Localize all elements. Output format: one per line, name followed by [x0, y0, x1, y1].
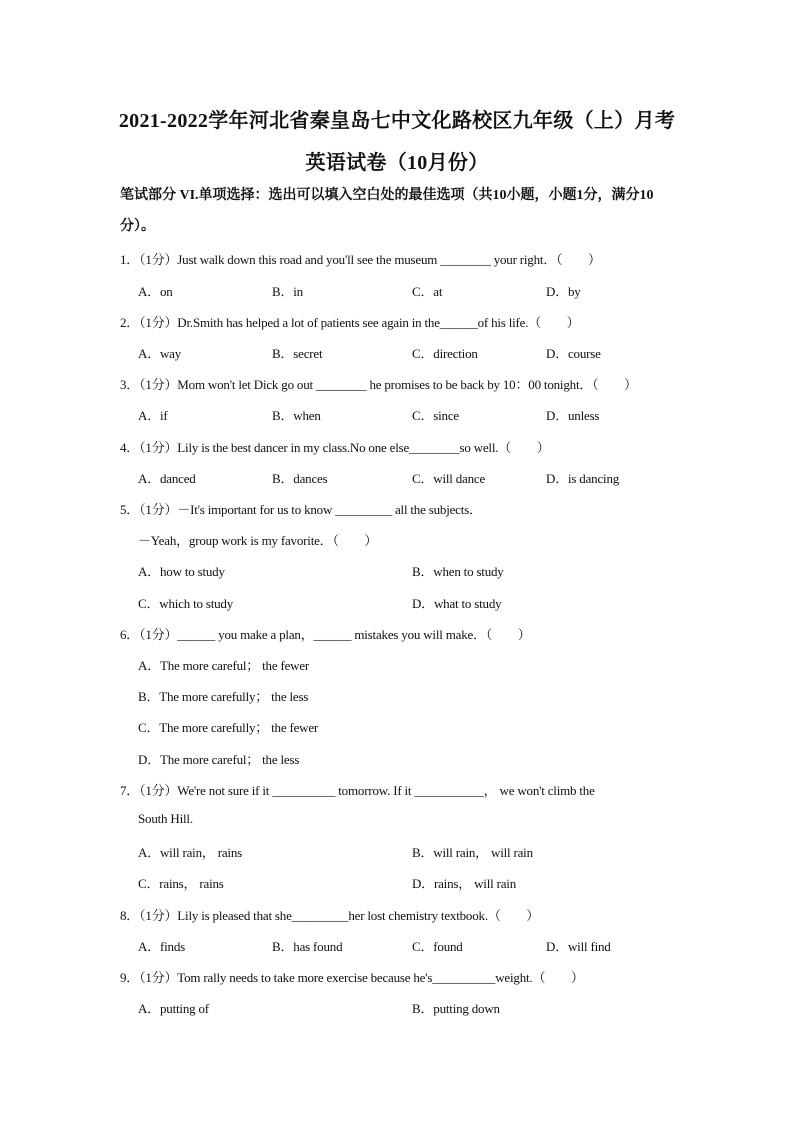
question-7-continued: South Hill.	[138, 811, 193, 826]
option-9a[interactable]: A．putting of	[138, 1001, 209, 1016]
option-4b[interactable]: B．dances	[272, 471, 328, 486]
option-2d[interactable]: D．course	[546, 346, 601, 361]
question-3: 3．（1分）Mom won't let Dick go out ________ he promises to be back by 10：00 tonight．（ ）	[120, 377, 637, 392]
option-2b[interactable]: B．secret	[272, 346, 323, 361]
option-3c[interactable]: C．since	[412, 408, 459, 423]
option-8d[interactable]: D．will find	[546, 939, 611, 954]
question-1: 1．（1分）Just walk down this road and you'll see the museum ________ your right．（ ）	[120, 252, 601, 267]
option-3b[interactable]: B．when	[272, 408, 321, 423]
option-9b[interactable]: B．putting down	[412, 1001, 500, 1016]
option-2c[interactable]: C．direction	[412, 346, 478, 361]
exam-title-line1: 2021-2022学年河北省秦皇岛七中文化路校区九年级（上）月考	[118, 110, 676, 132]
option-7d[interactable]: D．rains， will rain	[412, 876, 516, 891]
question-5-reply: －Yeah，group work is my favorite．（ ）	[138, 533, 378, 548]
option-8c[interactable]: C．found	[412, 939, 463, 954]
option-5b[interactable]: B．when to study	[412, 564, 504, 579]
option-1a[interactable]: A．on	[138, 284, 173, 299]
option-7c[interactable]: C．rains， rains	[138, 876, 224, 891]
option-7a[interactable]: A．will rain， rains	[138, 845, 242, 860]
question-5: 5．（1分）－It's important for us to know _________ all the subjects．	[120, 502, 482, 517]
option-4a[interactable]: A．danced	[138, 471, 196, 486]
option-1b[interactable]: B．in	[272, 284, 303, 299]
option-6b[interactable]: B．The more carefully； the less	[138, 689, 309, 704]
option-6a[interactable]: A．The more careful； the fewer	[138, 658, 310, 673]
question-2: 2．（1分）Dr.Smith has helped a lot of patients see again in the______of his life.（ ）	[120, 315, 580, 330]
option-4d[interactable]: D．is dancing	[546, 471, 620, 486]
question-9: 9．（1分）Tom rally needs to take more exercise because he's__________weight.（ ）	[120, 970, 584, 985]
option-6c[interactable]: C．The more carefully； the fewer	[138, 720, 319, 735]
question-8: 8．（1分）Lily is pleased that she_________her lost chemistry textbook.（ ）	[120, 908, 540, 923]
question-6: 6．（1分）______ you make a plan，______ mistakes you will make．（ ）	[120, 627, 531, 642]
option-5a[interactable]: A．how to study	[138, 564, 225, 579]
option-1d[interactable]: D．by	[546, 284, 581, 299]
section-heading-line1: 笔试部分 VI.单项选择：选出可以填入空白处的最佳选项（共10小题，小题1分，满分10	[120, 188, 654, 203]
option-4c[interactable]: C．will dance	[412, 471, 486, 486]
question-7: 7．（1分）We're not sure if it __________ tomorrow. If it ___________， we won't climb the	[120, 783, 595, 798]
section-heading-line2: 分）。	[120, 219, 155, 234]
question-4: 4．（1分）Lily is the best dancer in my class.No one else________so well.（ ）	[120, 440, 550, 455]
exam-title-line2: 英语试卷（10月份）	[305, 152, 489, 174]
option-2a[interactable]: A．way	[138, 346, 182, 361]
option-3a[interactable]: A．if	[138, 408, 168, 423]
option-6d[interactable]: D．The more careful； the less	[138, 752, 300, 767]
option-7b[interactable]: B．will rain， will rain	[412, 845, 533, 860]
option-5d[interactable]: D．what to study	[412, 596, 502, 611]
option-3d[interactable]: D．unless	[546, 408, 600, 423]
option-5c[interactable]: C．which to study	[138, 596, 234, 611]
section-heading	[120, 180, 680, 242]
option-1c[interactable]: C．at	[412, 284, 443, 299]
option-8a[interactable]: A．finds	[138, 939, 185, 954]
option-8b[interactable]: B．has found	[272, 939, 343, 954]
